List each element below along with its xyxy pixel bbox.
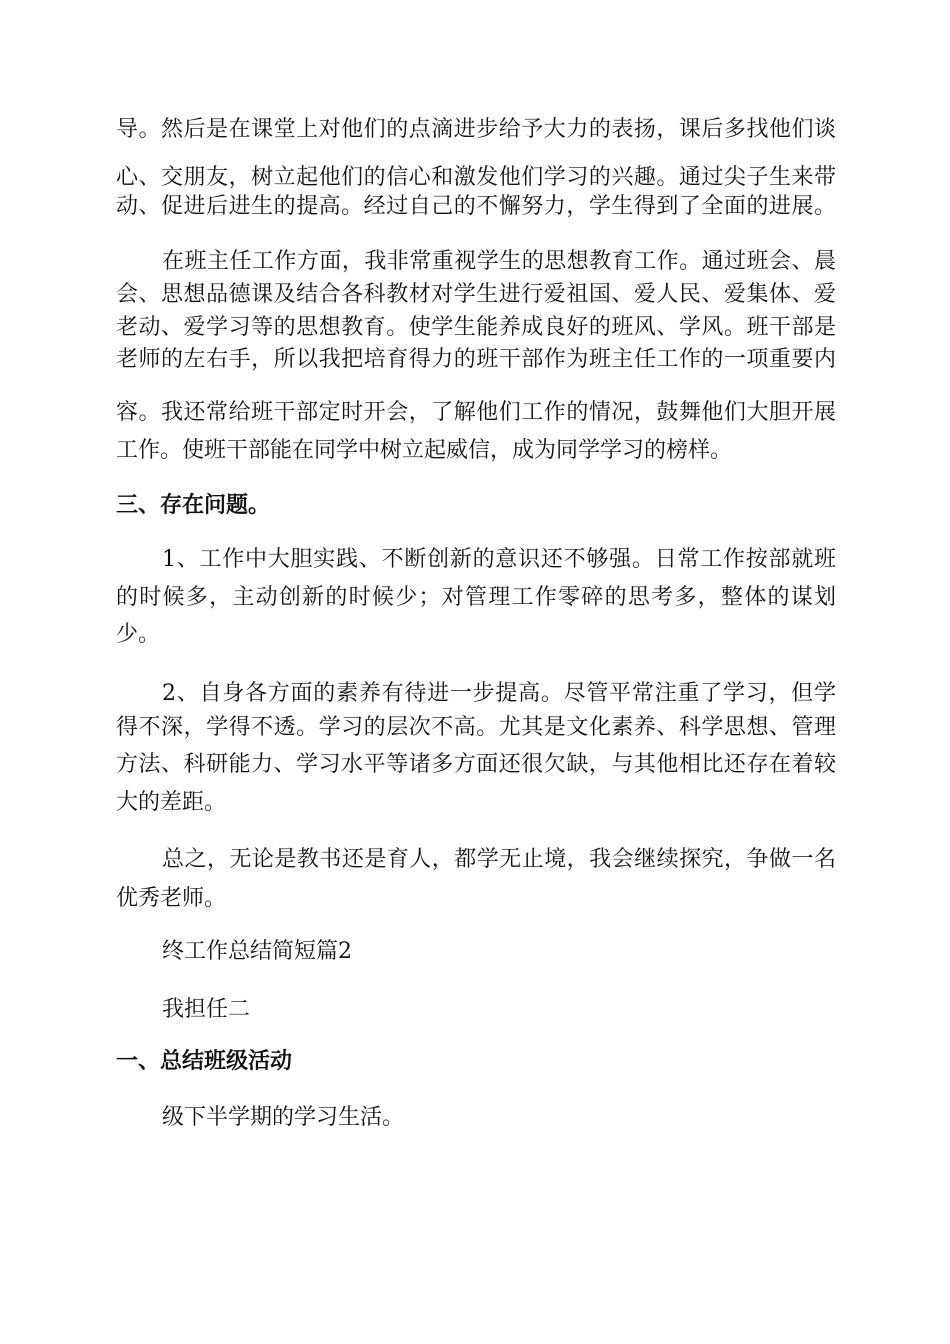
paragraph-line: 1、工作中大胆实践、不断创新的意识还不够强。日常工作按部就班 [162,547,836,572]
paragraph-line: 少。 [116,622,161,647]
paragraph-line: 心、交朋友，树立起他们的信心和激发他们学习的兴趣。通过尖子生来带 [116,165,836,190]
section-title: 终工作总结简短篇2 [162,939,352,964]
paragraph-line: 容。我还常给班干部定时开会，了解他们工作的情况，鼓舞他们大胆开展 [116,400,836,425]
paragraph-line: 得不深，学得不透。学习的层次不高。尤其是文化素养、科学思想、管理 [116,715,836,740]
section-heading: 一、总结班级活动 [116,1049,293,1074]
paragraph-line: 我担任二 [162,997,251,1022]
paragraph-line: 的时候多，主动创新的时候少；对管理工作零碎的思考多，整体的谋划 [116,585,836,610]
paragraph-line: 老师的左右手，所以我把培育得力的班干部作为班主任工作的一项重要内 [116,347,836,372]
paragraph-line: 老动、爱学习等的思想教育。使学生能养成良好的班风、学风。班干部是 [116,315,836,340]
paragraph-line: 动、促进后进生的提高。经过自己的不懈努力，学生得到了全面的进展。 [116,194,836,219]
paragraph-line: 工作。使班干部能在同学中树立起威信，成为同学学习的榜样。 [116,438,733,463]
paragraph-line: 优秀老师。 [116,886,227,911]
section-heading: 三、存在问题。 [116,493,271,518]
paragraph-line: 会、思想品德课及结合各科教材对学生进行爱祖国、爱人民、爱集体、爱 [116,282,836,307]
paragraph-line: 总之，无论是教书还是育人，都学无止境，我会继续探究，争做一名 [162,847,836,872]
paragraph-line: 方法、科研能力、学习水平等诸多方面还很欠缺，与其他相比还存在着较 [116,752,836,777]
paragraph-line: 导。然后是在课堂上对他们的点滴进步给予大力的表扬，课后多找他们谈 [116,117,836,142]
paragraph-line: 大的差距。 [116,790,227,815]
paragraph-line: 2、自身各方面的素养有待进一步提高。尽管平常注重了学习，但学 [162,681,836,706]
paragraph-line: 在班主任工作方面，我非常重视学生的思想教育工作。通过班会、晨 [162,249,836,274]
paragraph-line: 级下半学期的学习生活。 [162,1105,405,1130]
